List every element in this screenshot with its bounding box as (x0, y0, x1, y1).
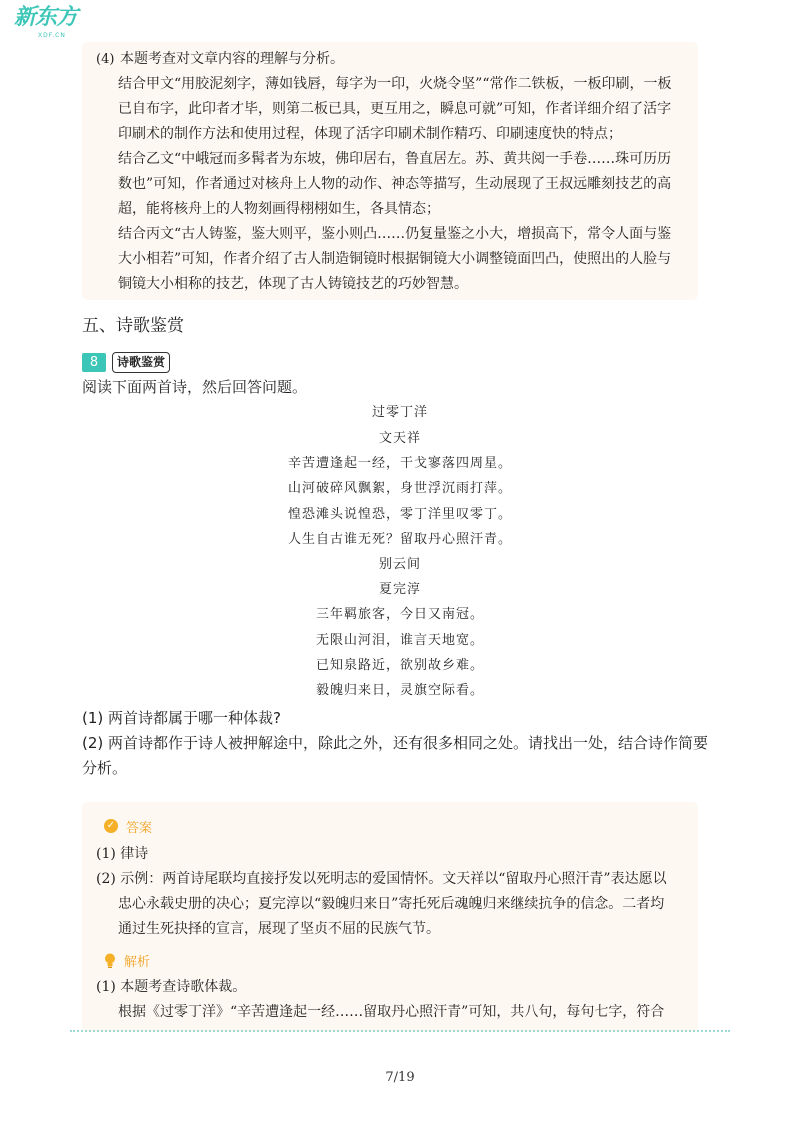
poem-line: 辛苦遭逢起一经，干戈寥落四周星。 (287, 456, 512, 471)
answer-line: 通过生死抉择的宣言，展现了坚贞不屈的民族气节。 (118, 921, 440, 937)
answer-header (104, 816, 152, 836)
analysis-line: 超，能将核舟上的人物刻画得栩栩如生，各具情态； (118, 201, 440, 217)
poem-line: 无限山河泪，谁言天地宽。 (315, 633, 484, 648)
analysis-line: 铜镜大小相称的技艺，体现了古人铸镜技艺的巧妙智慧。 (118, 276, 468, 292)
poem-line: 已知泉路近，欲别故乡难。 (315, 658, 484, 673)
analysis-line: 印刷术的制作方法和使用过程，体现了活字印刷术制作精巧、印刷速度快的特点； (118, 126, 622, 142)
sub-question-1: (1) 两首诗都属于哪一种体裁? (82, 709, 281, 727)
analysis-header (104, 950, 150, 970)
poem-line: 毅魄归来日，灵旗空际看。 (315, 683, 484, 698)
analysis-line: 结合乙文“中峨冠而多髯者为东坡，佛印居右，鲁直居左。苏、黄共阅一手卷……珠可历历 (118, 151, 672, 167)
check-icon: ✓ (104, 819, 118, 833)
analysis-line: 已自布字，此印者才毕，则第二板已具，更互用之，瞬息可就”可知，作者详细介绍了活字 (118, 101, 672, 117)
xdf-logo (14, 6, 84, 44)
answer-label: 答案 (126, 820, 153, 836)
question-tag: 诗歌鉴赏 (112, 352, 170, 373)
analysis-line: 根据《过零丁洋》“辛苦遭逢起一经……留取丹心照汗青”可知，共八句，每句七字，符合 (118, 1004, 665, 1020)
analysis-line: (1) 本题考查诗歌体裁。 (96, 979, 247, 995)
logo-subtext: XDF.CN (38, 32, 66, 39)
analysis-label: 解析 (124, 954, 151, 970)
analysis-line: 结合甲文“用胶泥刻字，薄如钱唇，每字为一印，火烧令坚”“常作二铁板，一板印刷，一板 (118, 76, 672, 92)
analysis-line: 数也”可知，作者通过对核舟上人物的动作、神态等描写，生动展现了王叔远雕刻技艺的高 (118, 176, 672, 192)
poem-line: 惶恐滩头说惶恐，零丁洋里叹零丁。 (287, 507, 512, 522)
section-title: 五、诗歌鉴赏 (82, 316, 184, 336)
poem-line: 三年羁旅客，今日又南冠。 (315, 607, 484, 622)
page-divider (70, 1030, 730, 1032)
sub-question-2-cont: 分析。 (82, 759, 128, 777)
analysis-line: 本题考查对文章内容的理解与分析。 (120, 51, 344, 67)
answer-line: (1) 律诗 (96, 846, 149, 862)
sub-question-2: (2) 两首诗都作于诗人被押解途中，除此之外，还有很多相同之处。请找出一处，结合诗作简要 (82, 734, 709, 752)
question-prompt: 阅读下面两首诗，然后回答问题。 (82, 378, 308, 396)
poem-line: 山河破碎风飘絮，身世浮沉雨打萍。 (287, 481, 512, 496)
answer-line: 忠心永载史册的决心；夏完淳以“毅魄归来日”寄托死后魂魄归来继续抗争的信念。二者均 (118, 896, 665, 912)
analysis-line: 大小相若”可知，作者介绍了古人制造铜镜时根据铜镜大小调整镜面凹凸，使照出的人脸与 (118, 251, 672, 267)
answer-line: (2) 示例：两首诗尾联均直接抒发以死明志的爱国情怀。文天祥以“留取丹心照汗青”表达愿以 (96, 871, 667, 887)
poem-author: 夏完淳 (378, 582, 421, 597)
poem-author: 文天祥 (378, 431, 421, 446)
poem-title: 别云间 (378, 557, 421, 572)
analysis-line: 结合丙文“古人铸鉴，鉴大则平，鉴小则凸……仍复量鉴之小大，增损高下，常令人面与鉴 (118, 226, 672, 242)
poem-title: 过零丁洋 (371, 405, 428, 420)
poem-line: 人生自古谁无死？留取丹心照汗青。 (287, 532, 512, 547)
item-number: (4) (96, 52, 115, 67)
question-number: 8 (82, 353, 106, 372)
lightbulb-icon (104, 953, 116, 968)
page-number: 7/19 (385, 1070, 415, 1085)
logo-text: 新东方 (14, 5, 78, 30)
